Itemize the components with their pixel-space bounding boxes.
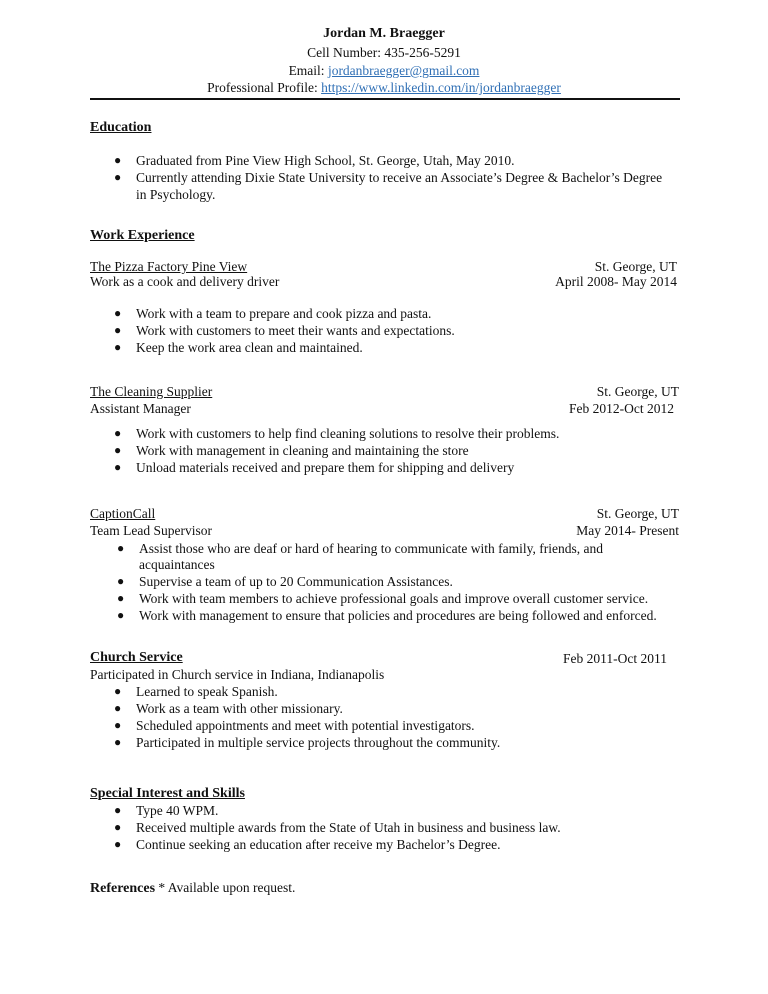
job-location: St. George, UT: [594, 259, 677, 274]
list-item-continuation: in Psychology.: [136, 187, 216, 202]
list-item: ● Scheduled appointments and meet with potential investigators.: [114, 718, 475, 733]
job-dates: Feb 2012-Oct 2012: [569, 401, 674, 416]
work-heading: Work Experience: [90, 228, 195, 243]
job-employer: CaptionCall: [90, 506, 156, 521]
cell-line: [0, 45, 768, 61]
cell-label: Cell Number:: [307, 45, 381, 60]
church-dates: Feb 2011-Oct 2011: [563, 651, 667, 666]
list-item: ● Work with customers to meet their wants and expectations.: [114, 323, 455, 338]
profile-line: [0, 80, 768, 96]
job-employer: The Pizza Factory Pine View: [90, 259, 248, 274]
profile-link[interactable]: https://www.linkedin.com/in/jordanbraegger: [321, 80, 561, 95]
references-line: [90, 879, 295, 897]
job-title: Work as a cook and delivery driver: [90, 274, 280, 289]
cell-number: 435-256-5291: [384, 45, 461, 60]
job-dates: May 2014- Present: [576, 523, 679, 538]
references-label: References: [90, 881, 156, 896]
list-item: ● Unload materials received and prepare them for shipping and delivery: [114, 460, 515, 475]
list-item: ● Work with customers to help find cleaning solutions to resolve their problems.: [114, 426, 560, 441]
church-heading: Church Service: [90, 650, 183, 665]
job-title: Team Lead Supervisor: [90, 523, 213, 538]
applicant-name: Jordan M. Braegger: [323, 26, 445, 41]
job-location: St. George, UT: [596, 384, 679, 399]
job-title: Assistant Manager: [90, 401, 191, 416]
list-item: ● Work with management to ensure that policies and procedures are being followed and enforced.: [117, 608, 657, 623]
list-item: ● Type 40 WPM.: [114, 803, 219, 818]
email-link[interactable]: jordanbraegger@gmail.com: [327, 63, 480, 78]
list-item: ● Participated in multiple service projects throughout the community.: [114, 735, 501, 750]
job-employer: The Cleaning Supplier: [90, 384, 213, 399]
list-item: ● Continue seeking an education after receive my Bachelor’s Degree.: [114, 837, 501, 852]
email-line: [0, 63, 768, 79]
education-heading: Education: [90, 120, 152, 135]
list-item: ● Received multiple awards from the State of Utah in business and business law.: [114, 820, 561, 835]
profile-label: Professional Profile:: [207, 80, 318, 95]
list-item: ● Work as a team with other missionary.: [114, 701, 343, 716]
list-item: ● Assist those who are deaf or hard of hearing to communicate with family, friends, and: [117, 541, 603, 556]
list-item: ● Work with management in cleaning and maintaining the store: [114, 443, 469, 458]
list-item-continuation: acquaintances: [139, 557, 215, 572]
job-dates: April 2008- May 2014: [555, 274, 677, 289]
list-item: ● Graduated from Pine View High School, St. George, Utah, May 2010.: [114, 153, 515, 168]
list-item: ● Learned to speak Spanish.: [114, 684, 278, 699]
list-item: ● Keep the work area clean and maintained.: [114, 340, 363, 355]
list-item: ● Supervise a team of up to 20 Communication Assistances.: [117, 574, 453, 589]
email-label: Email:: [288, 63, 325, 78]
references-text: * Available upon request.: [158, 880, 296, 895]
list-item: ● Work with team members to achieve professional goals and improve overall customer service.: [117, 591, 649, 606]
church-subtitle: Participated in Church service in Indiana, Indianapolis: [90, 667, 385, 682]
list-item: ● Work with a team to prepare and cook pizza and pasta.: [114, 306, 432, 321]
list-item: ● Currently attending Dixie State University to receive an Associate’s Degree & Bachelor’s Degree: [114, 170, 663, 185]
job-location: St. George, UT: [596, 506, 679, 521]
header-divider: [90, 98, 680, 100]
skills-heading: Special Interest and Skills: [90, 786, 245, 801]
